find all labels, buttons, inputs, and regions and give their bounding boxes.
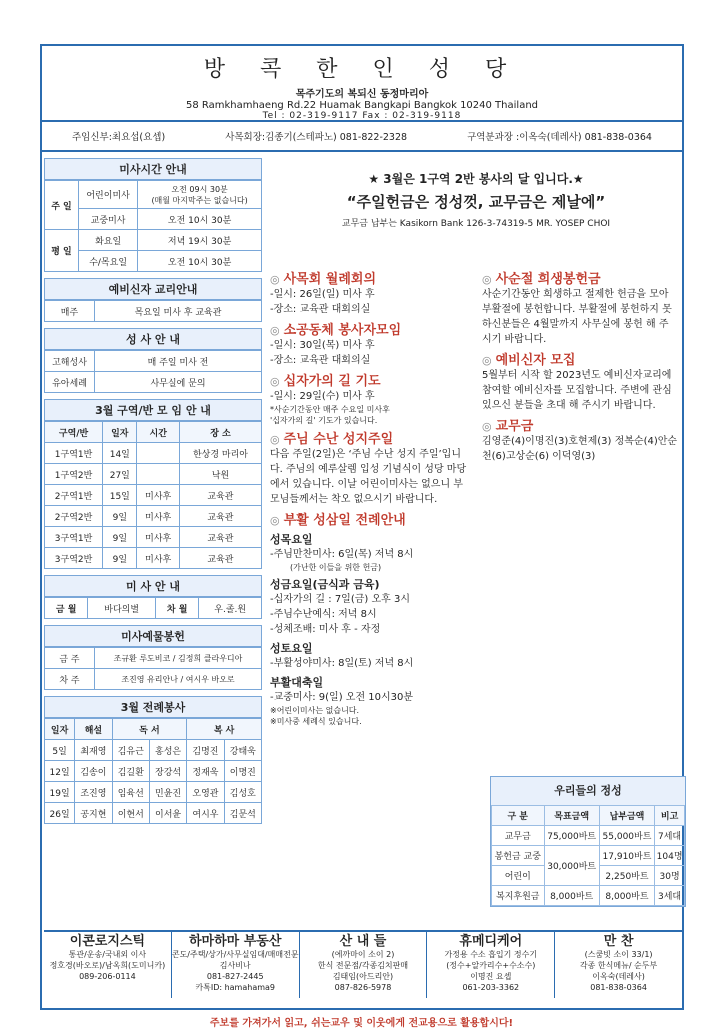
notices-right: ◎ 사순절 희생봉헌금 사순기간동안 희생하고 절제한 헌금을 모아 부활절에 봉헌합니다. 부활절에 봉헌하지 못하신분들은 4월말까지 사무실에 봉헌 해 주시기 바랍니다. ◎ 예비신자 모집 5월부터 시작 할 2023년도 예비신자교리에 참여할 예비신자를 모집합니다. 주변에 관심 있으신 분들을 초대 해 주시기 바랍니다. ◎ 교무금 김영준(4)이명진(3)호현제(3) 정복순(4)안순천(6)고상순(6) 이덕영(3): [482, 272, 678, 462]
circle-icon: ◎: [270, 433, 280, 446]
notices-left: ◎ 사목회 월례회의 -일시: 26일(일) 미사 후 -장소: 교육관 대회의실 ◎ 소공동체 봉사자모임 -일시: 30일(목) 미사 후 -장소: 교육관 대회의실 ◎ 십자가의 길 기도 -일시: 29일(수) 미사 후 *사순기간동안 매주 수요일 미사후 '십자가의 길' 기도가 있습니다. ◎ 주님 수난 성지주일 다음 주일(2일)은 ‘주님 수난 성지 주일’입니다. 주님의 예루살렘 입성 기념식이 성당 마당에서 있습니다. 이날 어린이미사는 없으니 부모님들께서는 착오 없으시기 바랍니다. ◎ 부활 성삼일 전례안내 성목요일 -주님만찬미사: 6일(목) 저녁 8시 (가난한 이들을 위한 헌금) 성금요일(금식과 금육) -십자가의 길 : 7일(금) 오후 3시 -주님수난예식: 저녁 8시 -성체조배: 미사 후 - 자정 성토요일 -부활성야미사: 8일(토) 저녁 8시 부활대축일 -교중미사: 9(일) 오전 10시30분 ※어린이미사는 없습니다. ※미사중 세례식 있습니다.: [270, 266, 470, 727]
council-head: 사목회장:김종기(스테파노) 081-822-2328: [225, 132, 408, 143]
church-address: 58 Ramkhamhaeng Rd.22 Huamak Bangkapi Bangkok 10240 Thailand: [185, 100, 539, 111]
pastor: 주임신부:최요섭(요셉): [71, 132, 166, 143]
table-row: 복지후원금 8,000바트 8,000바트 3세대: [492, 886, 685, 906]
bulletin-frame: [40, 44, 684, 1010]
table-row: 5일 최재영 김유근 홍성은 김명진 강태욱: [45, 740, 262, 761]
mass-title: 미사시간 안내: [44, 158, 262, 180]
ad-manchan: 만 찬 (스쿰빗 소이 33/1) 각종 한식메뉴/ 순두부 이옥숙(데레사) 081-838-0364: [579, 934, 658, 992]
church-subtitle: 목주기도의 복되신 동정마리아: [295, 89, 429, 100]
finance-box: [490, 776, 686, 907]
table-row: 2구역2반 9일 미사후 교육관: [45, 506, 262, 527]
table-row: 19일 조진영 임육선 민윤진 오영관 김성호: [45, 782, 262, 803]
palm-sunday-text: 다음 주일(2일)은 ‘주님 수난 성지 주일’입니다. 주님의 예루살렘 입성 기념식이 성당 마당에서 있습니다. 이날 어린이미사는 없으니 부모님들께서는 착오 없으시기 바랍니다.: [270, 449, 467, 505]
circle-icon: ◎: [270, 273, 280, 286]
banner-line3: 교무금 납부는 Kasikorn Bank 126-3-74319-5 MR. YOSEP CHOI: [341, 219, 611, 229]
table-row: 교무금 75,000바트 55,000바트 7세대: [492, 826, 685, 846]
ad-humedicare: 휴메디케어 가정용 수소 흡입기 정수기 (정수+알카리수+수소수) 이명진 요셉 061-203-3362: [427, 932, 555, 998]
sacraments-title: 성 사 안 내: [44, 328, 262, 350]
header: [42, 46, 682, 121]
sacraments-table: 고해성사 매 주일 미사 전 유아세례 사무실에 문의: [44, 350, 262, 393]
table-row: 2구역1반 15일 미사후 교육관: [45, 485, 262, 506]
ad-hamahama: 하마하마 부동산 콘도/주택/상가/사무실임대/매매전문 김사비나 081-827-2445 카톡ID: hamahama9: [172, 932, 300, 998]
dues-title: ◎ 교무금: [482, 419, 534, 434]
main-column: [270, 158, 682, 229]
circle-icon: ◎: [270, 324, 280, 337]
circle-icon: ◎: [482, 273, 492, 286]
church-name: 방 콕 한 인 성 당: [203, 57, 521, 82]
catechism-title: 예비신자 교리안내: [44, 278, 262, 300]
staff-bar: [42, 120, 682, 152]
church-tel: Tel : 02-319-9117 Fax : 02-319-9118: [262, 111, 462, 121]
table-row: 봉헌금 교중 30,000바트 17,910바트 104명: [492, 846, 685, 866]
offering-table: 금 주 조규환 루도비코 / 김정희 클라우디아 차 주 조진영 유리안나 / 여시우 바오로: [44, 647, 262, 690]
circle-icon: ◎: [482, 354, 492, 367]
way-of-cross-title: ◎ 십자가의 길 기도: [270, 374, 381, 389]
circle-icon: ◎: [270, 375, 280, 388]
mass-guide-table: 금 월 바다의별 차 월 우.졸.원: [44, 597, 262, 619]
table-row: 3구역1반 9일 미사후 교육관: [45, 527, 262, 548]
mass-table: 주 일 어린이미사 오전 09시 30분 (매월 마지막주는 없습니다) 교중미사 오전 10시 30분 평 일 화요일 저녁 19시 30분 수/목요일 오전 10시 30분: [44, 180, 262, 272]
lent-offering-title: ◎ 사순절 희생봉헌금: [482, 272, 601, 287]
ads-bar: [44, 930, 682, 998]
liturgy-table: 일자 해설 독 서 복 사 5일 최재영 김유근 홍성은 김명진 강태욱 12일 김송이 김길환 장강석 정재욱 이명진 19일 조진영 임육선 민윤진 오영관 김성호 26일 공지현 이현서 이서윤 여시우 김문석: [44, 718, 262, 824]
offering-title: 미사예물봉헌: [44, 625, 262, 647]
palm-sunday-title: ◎ 주님 수난 성지주일: [270, 432, 394, 447]
small-group-title: ◎ 소공동체 봉사자모임: [270, 323, 402, 338]
finance-table: 구 분 목표금액 납부금액 비고 교무금 75,000바트 55,000바트 7세대 봉헌금 교중 30,000바트 17,910바트 104명 어린이 2,250바트 30명 복지후원금 8,000바트 8,000바트 3세대: [491, 805, 685, 906]
liturgy-title: 3월 전례봉사: [44, 696, 262, 718]
ad-econ: 이콘로지스틱 통관/운송/국내외 이사 정호경(바오로)/남옥희(도미니카) 089-206-0114: [44, 932, 172, 998]
circle-icon: ◎: [270, 514, 280, 527]
catechumen-title: ◎ 예비신자 모집: [482, 353, 576, 368]
table-row: 3구역2반 9일 미사후 교육관: [45, 548, 262, 569]
banner-line2: “주일헌금은 정성껏, 교무금은 제날에”: [346, 193, 606, 211]
banner-line1: ★ 3월은 1구역 2반 봉사의 달 입니다.★: [368, 172, 584, 186]
table-row: 1구역2반 27일 낙원: [45, 464, 262, 485]
mass-guide-title: 미 사 안 내: [44, 575, 262, 597]
district-meet-table: 구역/반 일자 시간 장 소 1구역1반 14일 한상경 마리아 1구역2반 27일 낙원 2구역1반 15일 미사후 교육관 2구역2반 9일 미사후 교육관 3구역1반 9일 미사후 교육관 3구역2반 9일 미사후 교육관: [44, 421, 262, 569]
footer-note: 주보를 가져가서 읽고, 쉬는교우 및 이웃에게 전교용으로 활용합시다!: [209, 1018, 514, 1029]
catechism-table: 매주 목요일 미사 후 교육관: [44, 300, 262, 322]
table-row: 1구역1반 14일 한상경 마리아: [45, 443, 262, 464]
left-column: [44, 158, 262, 824]
table-row: 어린이 2,250바트 30명: [492, 866, 685, 886]
council-meeting-title: ◎ 사목회 월례회의: [270, 272, 377, 287]
table-row: 12일 김송이 김길환 장강석 정재욱 이명진: [45, 761, 262, 782]
district-meet-title: 3월 구역/반 모 임 안 내: [44, 399, 262, 421]
district-head: 구역분과장 :이옥숙(데레사) 081-838-0364: [467, 132, 652, 143]
circle-icon: ◎: [482, 420, 492, 433]
ad-sannaedeul: 산 내 들 (에까마이 소이 2) 한식 전문점/각종김치판매 김태임(아드리안) 087-826-5978: [300, 932, 428, 998]
easter-triduum-title: ◎ 부활 성삼일 전례안내: [270, 513, 406, 528]
finance-title: 우리들의 정성: [491, 777, 685, 805]
table-row: 26일 공지현 이현서 이서윤 여시우 김문석: [45, 803, 262, 824]
